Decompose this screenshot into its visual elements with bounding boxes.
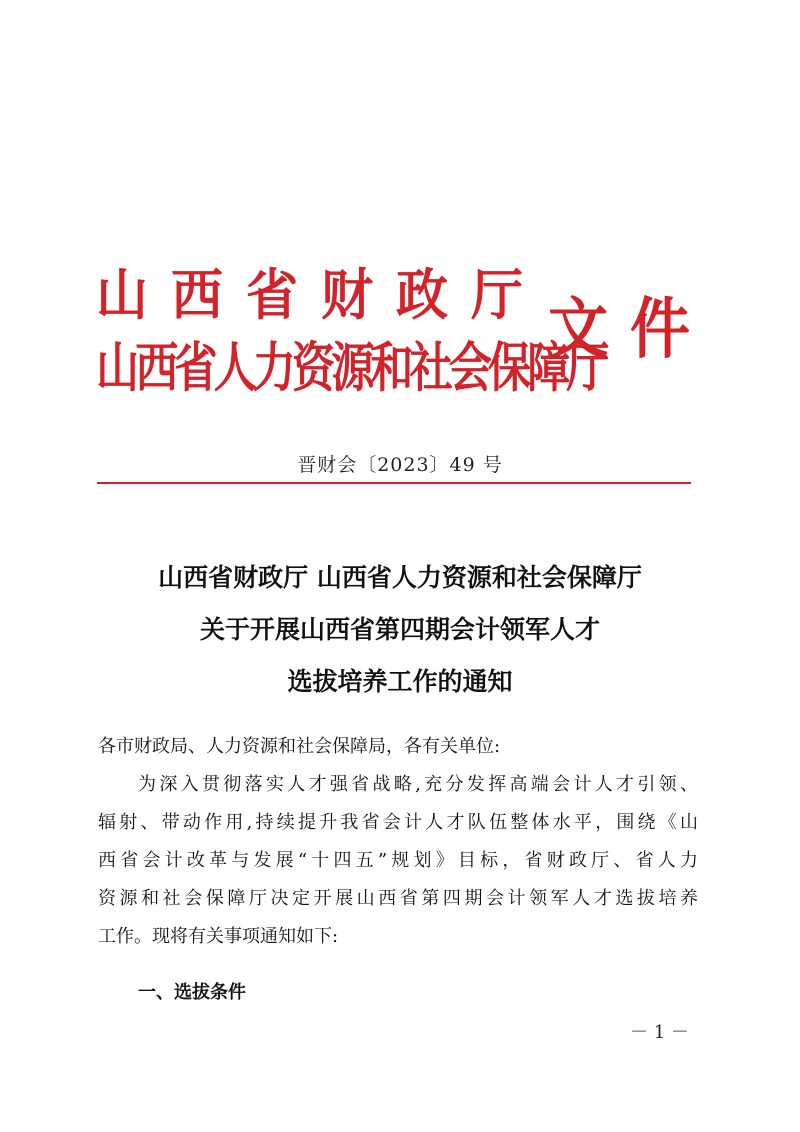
- notice-title: [0, 552, 800, 708]
- notice-body: [98, 728, 698, 956]
- paragraph-line: 资源和社会保障厅决定开展山西省第四期会计领军人才选拔培养: [98, 888, 698, 909]
- paragraph-line: 西省会计改革与发展“十四五”规划》目标，省财政厅、省人力: [98, 850, 698, 871]
- page-number: － 1 －: [630, 1022, 689, 1043]
- paragraph-line: 工作。现将有关事项通知如下:: [98, 926, 339, 947]
- paragraph-line: 辐射、带动作用,持续提升我省会计人才队伍整体水平，围绕《山: [98, 812, 698, 833]
- issuer-finance-department: 山西省财政厅: [96, 264, 547, 328]
- notice-title-line-2: 关于开展山西省第四期会计领军人才: [199, 615, 600, 644]
- document-number: 晋财会〔2023〕49 号: [297, 454, 503, 476]
- paragraph-line: 为深入贯彻落实人才强省战略,充分发挥高端会计人才引领、: [138, 774, 698, 795]
- addressee-line: 各市财政局、人力资源和社会保障局，各有关单位:: [98, 736, 501, 757]
- issuer-block: [96, 258, 606, 400]
- notice-title-line-3: 选拔培养工作的通知: [287, 667, 513, 696]
- header-divider: [97, 482, 691, 484]
- document-type-label: 文件: [548, 291, 712, 369]
- issuer-hr-social-security-department: 山西省人力资源和社会保障厅: [96, 337, 606, 400]
- section-heading-selection-criteria: 一、选拔条件: [138, 982, 246, 1003]
- notice-title-line-1: 山西省财政厅 山西省人力资源和社会保障厅: [158, 563, 642, 592]
